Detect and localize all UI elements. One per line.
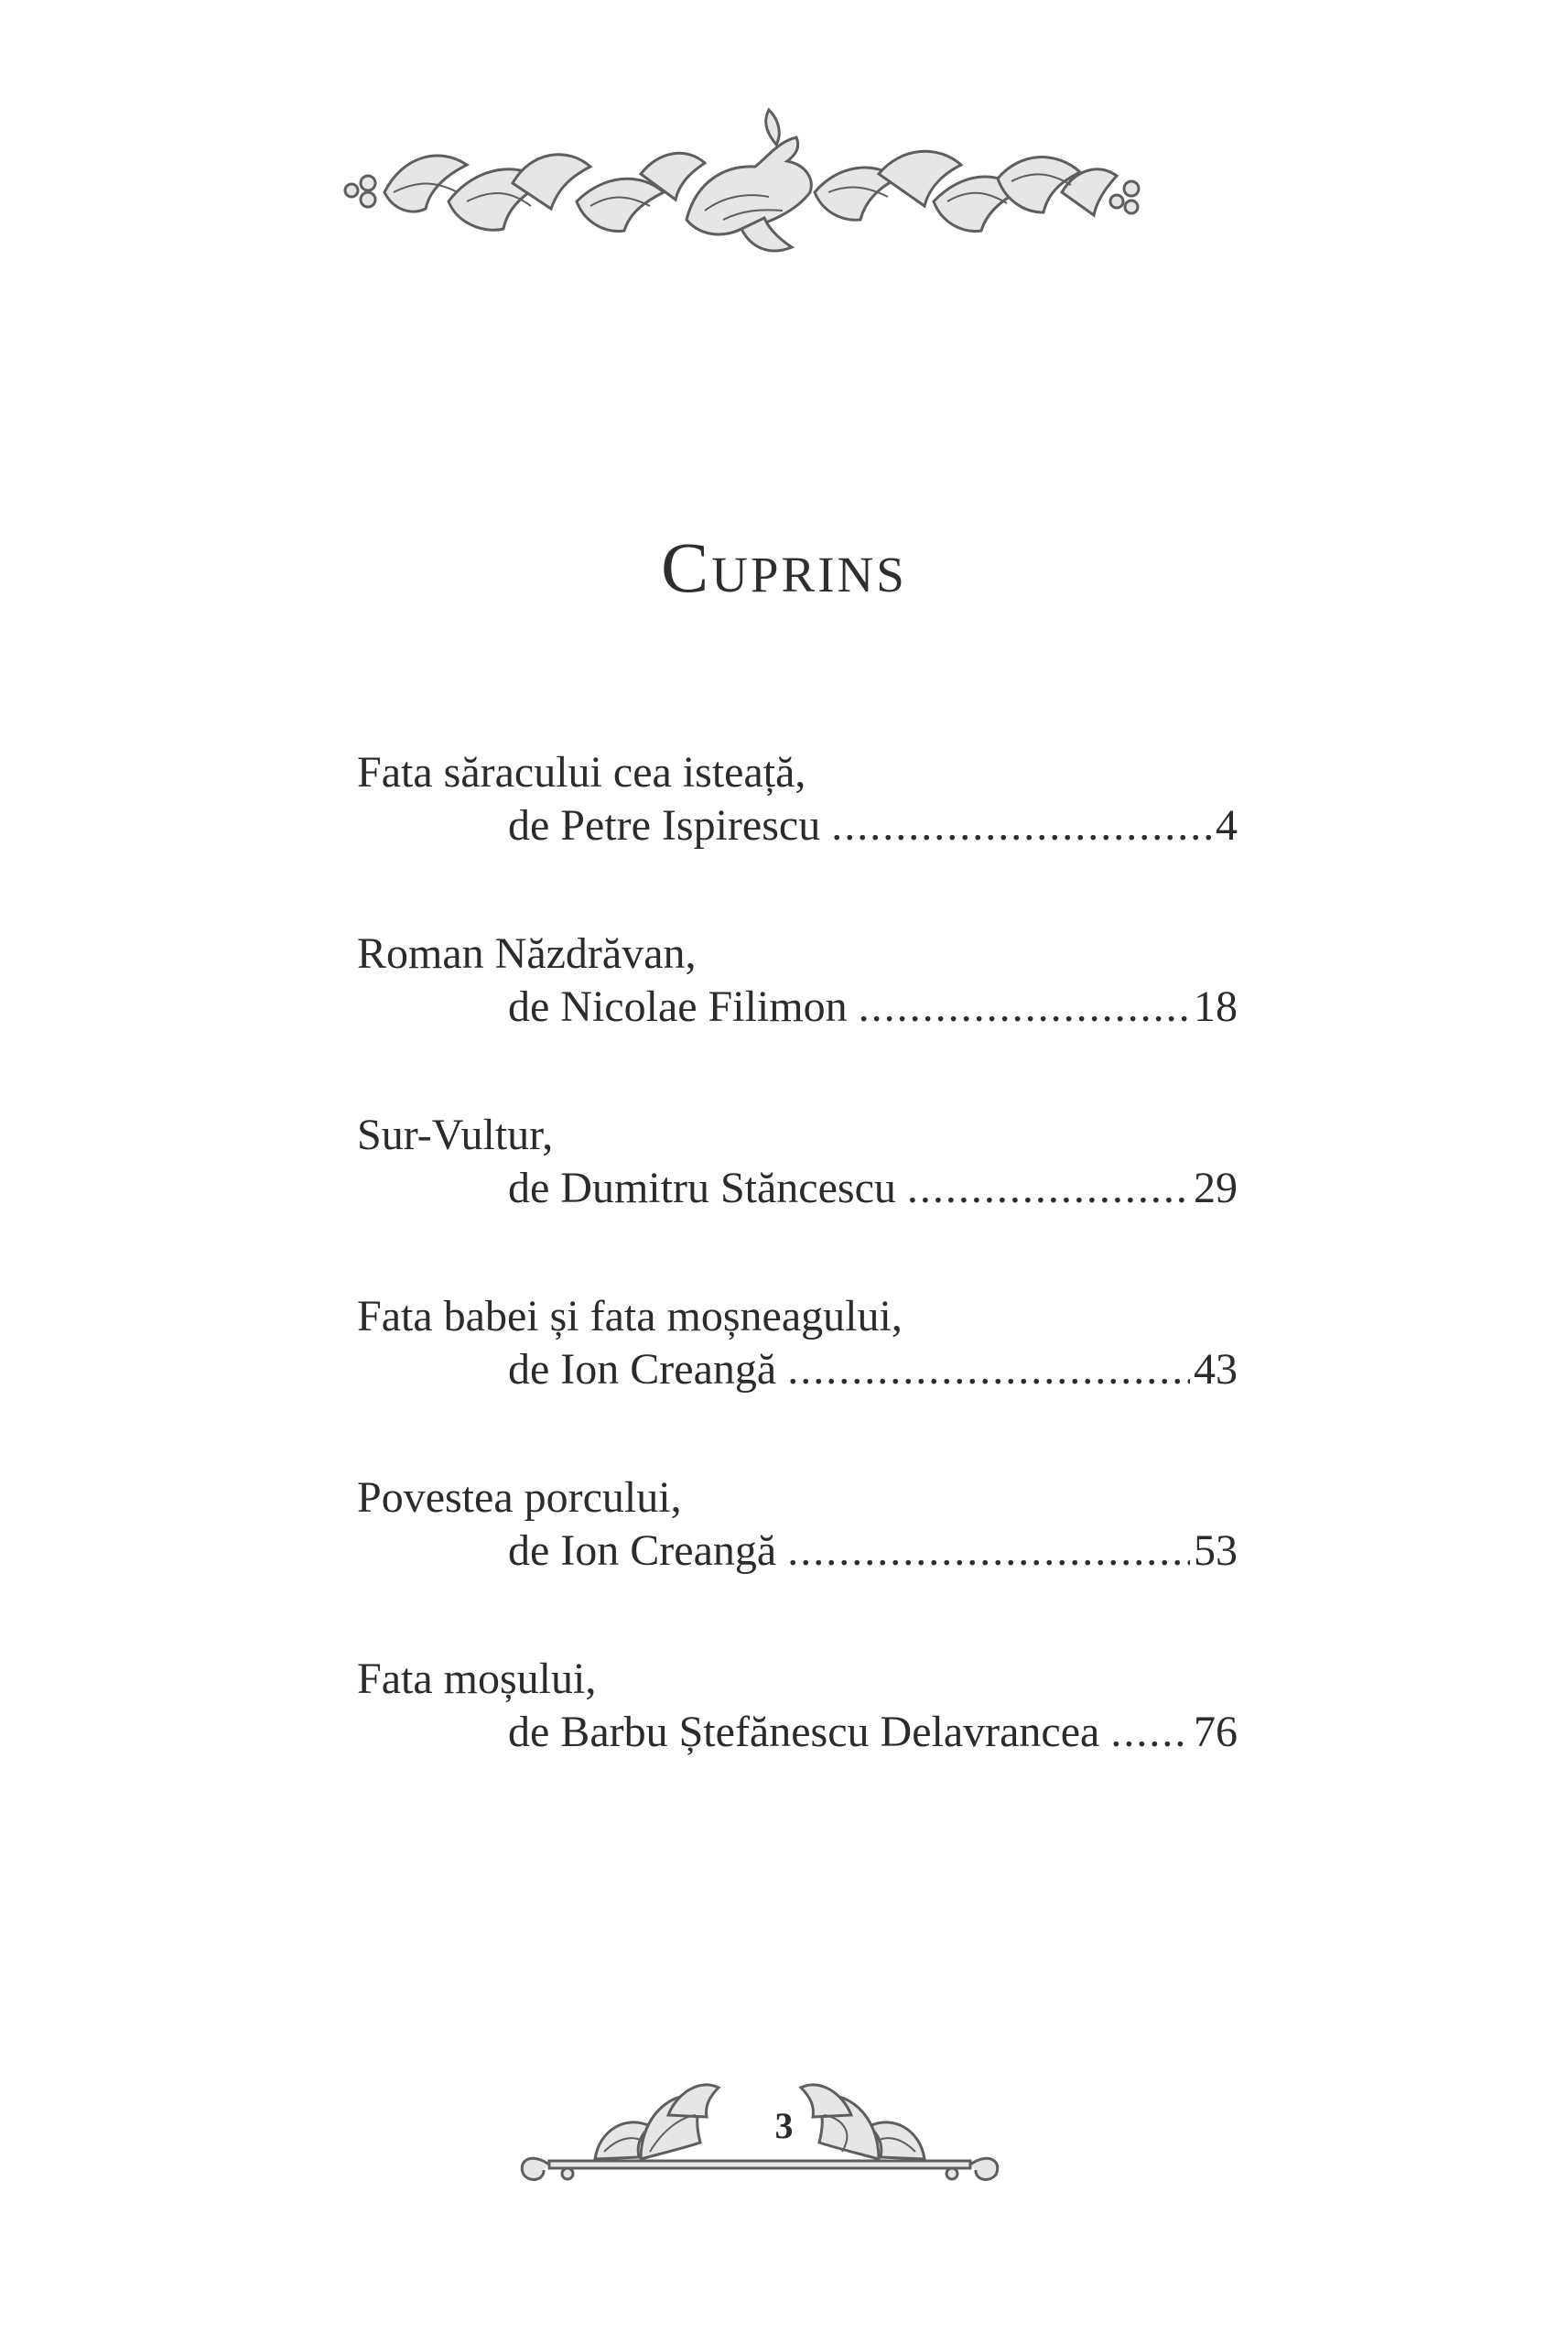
toc-entry-page: 43 bbox=[1194, 1345, 1238, 1394]
toc-entry-author: de Nicolae Filimon bbox=[508, 982, 848, 1031]
toc-entry-title: Sur-Vultur, bbox=[357, 1111, 554, 1159]
toc-entry-title: Fata moșului, bbox=[357, 1655, 597, 1703]
dot-leader bbox=[787, 1525, 1190, 1578]
toc-entry-page: 29 bbox=[1194, 1164, 1238, 1212]
dot-leader bbox=[787, 1343, 1190, 1396]
toc-entry[interactable] bbox=[357, 746, 1238, 928]
dot-leader bbox=[907, 1162, 1190, 1215]
dot-leader bbox=[859, 981, 1190, 1034]
toc-entry-author: de Barbu Ștefănescu Delavrancea bbox=[508, 1708, 1100, 1756]
toc-entry-page: 76 bbox=[1194, 1708, 1238, 1756]
toc-entry-title: Fata săracului cea isteață, bbox=[357, 748, 806, 797]
toc-entry-author: de Dumitru Stăncescu bbox=[508, 1164, 896, 1212]
toc-entry-title: Roman Năzdrăvan, bbox=[357, 929, 697, 978]
toc-entry-author: de Petre Ispirescu bbox=[508, 801, 821, 850]
page-title: Cuprins bbox=[661, 527, 907, 607]
toc-entry-author: de Ion Creangă bbox=[508, 1345, 777, 1394]
toc-entry[interactable] bbox=[357, 928, 1238, 1109]
toc-entry[interactable] bbox=[357, 1653, 1238, 1834]
top-floral-ornament-icon bbox=[339, 101, 1144, 266]
toc-entry-title: Fata babei și fata moșneagului, bbox=[357, 1292, 903, 1340]
page-number: 3 bbox=[774, 2105, 794, 2146]
dot-leader bbox=[831, 799, 1212, 852]
dot-leader bbox=[1110, 1706, 1190, 1759]
toc-entry-author: de Ion Creangă bbox=[508, 1526, 777, 1575]
toc-entry[interactable] bbox=[357, 1290, 1238, 1471]
toc-entry-page: 18 bbox=[1194, 982, 1238, 1031]
table-of-contents bbox=[357, 746, 1238, 1834]
toc-entry-title: Povestea porcului, bbox=[357, 1473, 682, 1522]
toc-entry[interactable] bbox=[357, 1109, 1238, 1290]
toc-entry-page: 4 bbox=[1216, 801, 1238, 850]
toc-entry[interactable] bbox=[357, 1471, 1238, 1653]
toc-entry-page: 53 bbox=[1194, 1526, 1238, 1575]
